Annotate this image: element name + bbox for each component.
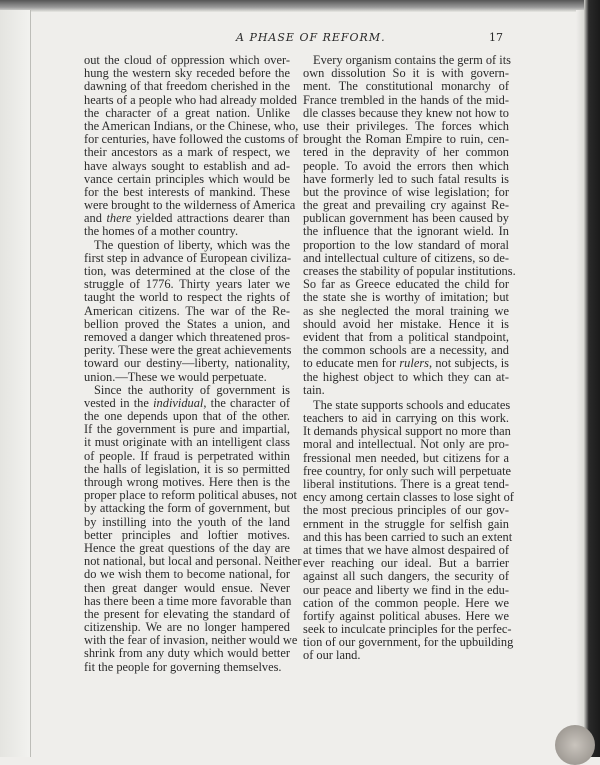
line-text: Since the authority of government is — [94, 382, 290, 397]
line-text: moral and intellectual. Not only are pro- — [303, 437, 509, 452]
running-title: A PHASE OF REFORM. — [236, 31, 386, 44]
line-text: do we wish them to become national, for — [84, 567, 290, 582]
line-text: by instilling into the youth of the land — [84, 514, 290, 529]
line-text: , the character of — [203, 395, 290, 410]
line-text: teachers to aid in carrying on this work. — [303, 411, 509, 426]
scanner-thumb — [555, 725, 595, 765]
line-text: The question of liberty, which was the — [94, 237, 290, 252]
line-text: tain. — [303, 382, 325, 397]
line-text: publican government has been caused by — [303, 211, 509, 226]
line-text: through wrong motives. Here then is the — [84, 475, 290, 489]
line-text: bellion proved the States a union, and — [84, 316, 290, 331]
line-text: then great danger would ensue. Never — [84, 580, 290, 595]
line-text: the highest object to which they can at- — [303, 369, 509, 384]
line-text: dle classes because they knew not how to — [303, 105, 509, 120]
line-text: the influence that the ignorant wield. In — [303, 224, 509, 239]
left-text-column — [84, 53, 302, 674]
italic-word: there — [106, 211, 132, 226]
line-text: and this has been carried to such an extent — [303, 529, 513, 544]
line-text: vested in the — [84, 395, 154, 410]
line-text: free country, for only such will perpetuate — [303, 463, 512, 478]
line-text: the American Indians, or the Chinese, who, — [84, 118, 299, 133]
right-text-column — [303, 53, 516, 663]
line-text: taught the world to respect the rights of — [84, 290, 290, 305]
line-text: proper place to reform political abuses, not — [84, 488, 297, 503]
line-text: for the best interests of mankind. These — [84, 184, 290, 199]
line-text: vance certain principles which would be — [84, 171, 290, 186]
line-text: yielded attractions dearer than — [131, 211, 291, 226]
line-text: tion, was determined at the close of the — [84, 264, 290, 278]
line-text: The state supports schools and educates — [313, 397, 511, 412]
line-text: perity. These were the great achievements — [84, 343, 292, 358]
line-text: as she neglected the moral training we — [303, 303, 509, 318]
line-text: the state she is worthy of imitation; but — [303, 290, 509, 305]
line-text: hung the western sky receded before the — [84, 66, 290, 81]
line-text: hearts of a people who had already molded — [84, 92, 297, 107]
line-text: cation of the common people. Here we — [303, 595, 509, 610]
line-text: It demands physical support no more than — [303, 424, 511, 439]
italic-word: individual — [153, 395, 204, 410]
page-right-edge — [576, 10, 584, 757]
line-text: and — [84, 211, 107, 226]
line-text: the great and prevailing cry against Re- — [303, 198, 509, 213]
line-text: of our land. — [303, 648, 361, 663]
line-text: their ancestors as a mark of respect, we — [84, 145, 290, 160]
line-text: proportion to the low standard of moral — [303, 237, 509, 252]
line-text: seek to inculcate principles for the perfec- — [303, 622, 512, 637]
text-line — [303, 371, 509, 384]
line-text: the halls of legislation, it is so permitted — [84, 461, 290, 476]
text-line — [84, 661, 290, 674]
line-text: the homes of a mother country. — [84, 224, 239, 239]
line-text: Every organism contains the germ of its — [313, 53, 511, 67]
line-text: of people. If fraud is perpetrated within — [84, 448, 290, 463]
line-text: use their privileges. The forces which — [303, 118, 509, 133]
line-text: out the cloud of oppression which over- — [84, 53, 290, 67]
line-text: by attacking the form of government, but — [84, 501, 290, 516]
line-text: should avoid her mistake. Hence it is — [303, 316, 509, 331]
line-text: the present for elevating the standard of — [84, 606, 290, 621]
line-text: it must originate with an intelligent class — [84, 435, 290, 450]
line-text: struggle of 1776. Thirty years later we — [84, 277, 290, 292]
line-text: with the fear of invasion, neither would we — [84, 633, 298, 648]
line-text: fressional men needed, but citizens for a — [303, 450, 509, 465]
line-text: citizenship. We are no longer hampered — [84, 620, 290, 635]
line-text: have formerly led to such fatal results is — [303, 171, 509, 186]
line-text: and intellectual culture of citizens, so de- — [303, 250, 509, 265]
line-text: has there been a time more favorable than — [84, 593, 292, 608]
line-text: ernment in the struggle for selfish gain — [303, 516, 509, 531]
line-text: ency among certain classes to lose sight of — [303, 490, 514, 505]
line-text: ever reaching our ideal. But a barrier — [303, 556, 509, 571]
line-text: the most precious principles of our gov- — [303, 503, 509, 518]
line-text: for centuries, have followed the customs of — [84, 132, 299, 147]
line-text: brought the Roman Empire to ruin, cen- — [303, 132, 509, 147]
line-text: Hence the great questions of the day are — [84, 540, 290, 555]
line-text: If the government is pure and impartial, — [84, 422, 290, 437]
line-text: at times that we have almost despaired of — [303, 542, 509, 557]
line-text: ment. The constitutional monarchy of — [303, 79, 509, 94]
line-text: have always sought to establish and ad- — [84, 158, 290, 173]
line-text: tion of our government, for the upbuilding — [303, 635, 514, 650]
line-text: the character of a great nation. Unlike — [84, 105, 290, 120]
book-cover-edge — [584, 0, 600, 757]
text-line — [303, 384, 509, 397]
line-text: toward our destiny—liberty, nationality, — [84, 356, 290, 371]
line-text: first step in advance of European civiliza- — [84, 250, 292, 265]
line-text: union.—These we would perpetuate. — [84, 369, 267, 384]
text-line — [303, 649, 509, 662]
line-text: not national, but local and personal. Neither — [84, 554, 302, 569]
line-text: fortify against political abuses. Here we — [303, 608, 509, 623]
line-text: were brought to the wilderness of America — [84, 198, 296, 213]
line-text: removed a danger which threatened pros- — [84, 329, 290, 344]
line-text: So far as Greece educated the child for — [303, 277, 509, 292]
line-text: but the province of wise legislation; for — [303, 184, 509, 199]
page-number: 17 — [489, 31, 503, 44]
facing-page-edge — [0, 10, 31, 757]
line-text: France trembled in the hands of the mid- — [303, 92, 509, 107]
line-text: people. To avoid the errors then which — [303, 158, 509, 173]
line-text: creases the stability of popular institutions. — [303, 264, 516, 278]
line-text: tered in the depravity of her common — [303, 145, 509, 160]
line-text: the one depends upon that of the other. — [84, 409, 290, 424]
line-text: own dissolution So it is with govern- — [303, 66, 509, 81]
line-text: American citizens. The war of the Re- — [84, 303, 290, 318]
line-text: against all such dangers, the security of — [303, 569, 509, 584]
scan-top-edge — [0, 0, 600, 12]
line-text: evident that from a political standpoint, — [303, 329, 509, 344]
line-text: liberal institutions. There is a great tend- — [303, 477, 509, 491]
line-text: better principles and loftier motives. — [84, 527, 290, 542]
italic-word: rulers — [399, 356, 429, 371]
line-text: shrink from any duty which would better — [84, 646, 290, 661]
line-text: , not subjects, is — [428, 356, 510, 371]
line-text: our peace and liberty we find in the edu- — [303, 582, 509, 597]
line-text: to educate men for — [303, 356, 400, 371]
line-text: fit the people for governing themselves. — [84, 659, 282, 674]
line-text: dawning of that freedom cherished in the — [84, 79, 290, 94]
line-text: the common schools are a necessity, and — [303, 343, 509, 358]
